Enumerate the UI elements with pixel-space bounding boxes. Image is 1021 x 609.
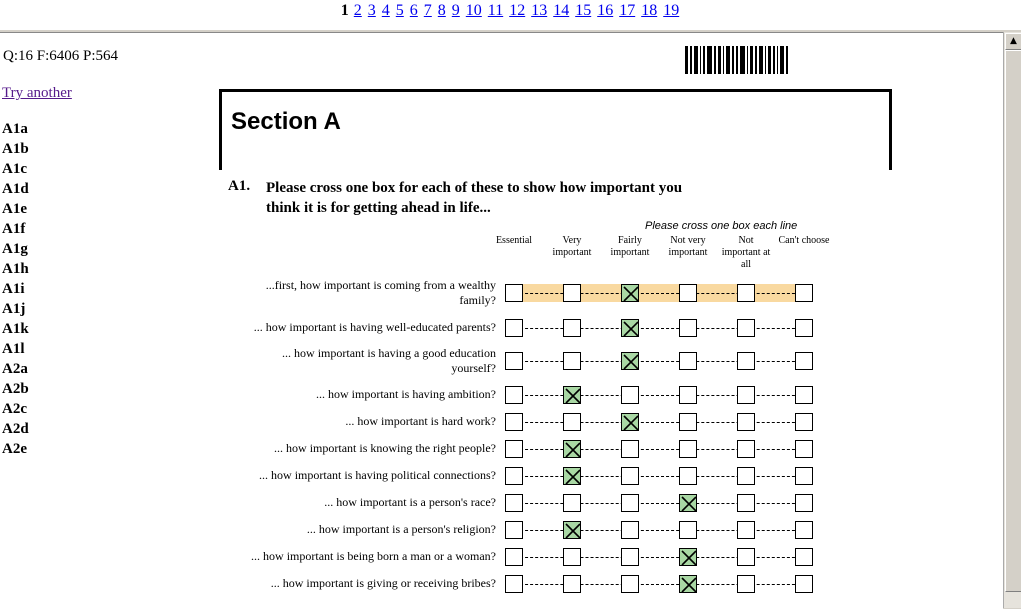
page-link-5[interactable]: 5: [395, 2, 404, 19]
column-header-text: Not very: [670, 235, 706, 246]
row-label-text: ... how important is giving or receiving bribes?: [270, 576, 496, 590]
row-guide-line: [515, 503, 805, 504]
question-list-item[interactable]: A1a: [2, 121, 28, 137]
column-header: [774, 235, 834, 247]
try-another-link[interactable]: Try another: [2, 85, 72, 101]
response-checkbox[interactable]: [505, 413, 523, 431]
column-header-text: all: [741, 259, 751, 270]
page-link-6[interactable]: 6: [409, 2, 418, 19]
column-header-text: Very: [562, 235, 582, 246]
response-checkbox[interactable]: [563, 352, 581, 370]
cross-mark-icon: [622, 320, 640, 338]
response-checkbox[interactable]: [505, 319, 523, 337]
cross-mark-icon: [564, 441, 582, 459]
question-list-item[interactable]: A2c: [2, 401, 27, 417]
cross-mark-icon: [564, 468, 582, 486]
row-guide-line: [515, 584, 805, 585]
response-checkbox[interactable]: [679, 386, 697, 404]
question-list-item[interactable]: A2a: [2, 361, 28, 377]
row-label: [180, 576, 496, 591]
cross-mark-icon: [564, 387, 582, 405]
column-header-text: important at: [721, 247, 771, 258]
response-checkbox[interactable]: [621, 413, 639, 431]
response-checkbox[interactable]: [795, 548, 813, 566]
response-checkbox[interactable]: [505, 521, 523, 539]
response-checkbox[interactable]: [679, 284, 697, 302]
response-checkbox[interactable]: [563, 319, 581, 337]
response-checkbox[interactable]: [795, 413, 813, 431]
response-checkbox[interactable]: [505, 284, 523, 302]
response-checkbox[interactable]: [679, 548, 697, 566]
form-meta-info: Q:16 F:6406 P:564: [3, 48, 119, 64]
response-checkbox[interactable]: [737, 548, 755, 566]
cross-mark-icon: [680, 576, 698, 594]
cross-mark-icon: [622, 285, 640, 303]
row-guide-line: [515, 476, 805, 477]
barcode-image: [685, 46, 788, 74]
cross-mark-icon: [680, 549, 698, 567]
response-checkbox[interactable]: [621, 548, 639, 566]
response-checkbox[interactable]: [737, 413, 755, 431]
response-checkbox[interactable]: [795, 386, 813, 404]
response-checkbox[interactable]: [737, 494, 755, 512]
section-title: Section A: [231, 108, 341, 135]
section-header-box: [219, 89, 892, 170]
question-list-item[interactable]: A1d: [2, 181, 29, 197]
row-label-text: ... how important is having political connections?: [259, 468, 496, 482]
current-page-number: 1: [340, 2, 349, 19]
row-guide-line: [515, 361, 805, 362]
row-label-text: ... how important is being born a man or a woman?: [251, 549, 496, 563]
question-list-item[interactable]: A1g: [2, 241, 28, 257]
column-header: [716, 235, 776, 271]
response-checkbox[interactable]: [737, 319, 755, 337]
question-list-item[interactable]: A2d: [2, 421, 29, 437]
row-label-text: ... how important is having ambition?: [316, 387, 496, 401]
page-link-3[interactable]: 3: [367, 2, 376, 19]
response-checkbox[interactable]: [621, 575, 639, 593]
column-header: [600, 235, 660, 259]
column-header-text: important: [668, 247, 708, 258]
instruction-text: Please cross one box each line: [645, 220, 798, 232]
question-list-item[interactable]: A1j: [2, 301, 26, 317]
response-checkbox[interactable]: [505, 440, 523, 458]
response-checkbox[interactable]: [505, 548, 523, 566]
page-link-4[interactable]: 4: [381, 2, 390, 19]
page-link-10[interactable]: 10: [465, 2, 482, 19]
question-list-item[interactable]: A1l: [2, 341, 25, 357]
row-label-text: ...first, how important is coming from a wealthy: [265, 278, 496, 292]
response-checkbox[interactable]: [737, 440, 755, 458]
page-link-18[interactable]: 18: [641, 2, 658, 19]
cross-mark-icon: [622, 353, 640, 371]
row-guide-line: [515, 530, 805, 531]
response-checkbox[interactable]: [563, 413, 581, 431]
response-checkbox[interactable]: [505, 386, 523, 404]
response-checkbox[interactable]: [563, 575, 581, 593]
row-guide-line: [515, 328, 805, 329]
scrollbar-thumb[interactable]: [1005, 50, 1021, 592]
column-header-text: Not: [738, 235, 754, 246]
row-label: [180, 495, 496, 510]
response-checkbox[interactable]: [505, 494, 523, 512]
page-link-13[interactable]: 13: [531, 2, 548, 19]
row-label: [180, 414, 496, 429]
question-number: A1.: [228, 178, 251, 194]
response-checkbox[interactable]: [679, 467, 697, 485]
question-list-item[interactable]: A2b: [2, 381, 29, 397]
row-guide-line: [515, 422, 805, 423]
column-header: [484, 235, 544, 247]
page-link-2[interactable]: 2: [353, 2, 362, 19]
page-link-17[interactable]: 17: [619, 2, 636, 19]
page-link-9[interactable]: 9: [451, 2, 460, 19]
question-list-item[interactable]: A1b: [2, 141, 29, 157]
column-header-text: important: [610, 247, 650, 258]
response-checkbox[interactable]: [505, 575, 523, 593]
response-checkbox[interactable]: [563, 440, 581, 458]
row-label: [180, 278, 496, 308]
response-checkbox[interactable]: [505, 352, 523, 370]
question-text-line-1: Please cross one box for each of these to show how important you: [266, 180, 683, 196]
question-text-line-2: think it is for getting ahead in life...: [266, 200, 491, 216]
page-link-14[interactable]: 14: [553, 2, 570, 19]
page-link-16[interactable]: 16: [597, 2, 614, 19]
response-checkbox[interactable]: [679, 575, 697, 593]
response-checkbox[interactable]: [737, 575, 755, 593]
response-checkbox[interactable]: [563, 548, 581, 566]
column-header-text: Can't choose: [778, 235, 830, 246]
response-checkbox[interactable]: [679, 440, 697, 458]
response-checkbox[interactable]: [737, 284, 755, 302]
page-link-7[interactable]: 7: [423, 2, 432, 19]
response-checkbox[interactable]: [795, 284, 813, 302]
response-checkbox[interactable]: [795, 521, 813, 539]
row-label: [180, 346, 496, 376]
response-checkbox[interactable]: [679, 494, 697, 512]
response-checkbox[interactable]: [621, 386, 639, 404]
row-label-text: ... how important is a person's race?: [324, 495, 496, 509]
row-label-text: ... how important is having well-educated parents?: [253, 320, 496, 334]
column-header: [658, 235, 718, 259]
question-list-item[interactable]: A2e: [2, 441, 27, 457]
response-checkbox[interactable]: [737, 386, 755, 404]
response-checkbox[interactable]: [621, 521, 639, 539]
question-list-item[interactable]: A1c: [2, 161, 27, 177]
page-link-19[interactable]: 19: [663, 2, 680, 19]
column-header: [542, 235, 602, 259]
response-checkbox[interactable]: [679, 319, 697, 337]
row-label-text: ... how important is hard work?: [345, 414, 496, 428]
scroll-up-arrow-icon[interactable]: ▲: [1005, 33, 1021, 50]
row-label-text: ... how important is having a good education: [282, 346, 496, 360]
response-checkbox[interactable]: [795, 575, 813, 593]
row-label: [180, 522, 496, 537]
cross-mark-icon: [622, 414, 640, 432]
response-checkbox[interactable]: [795, 494, 813, 512]
question-list-item[interactable]: A1h: [2, 261, 29, 277]
page-link-11[interactable]: 11: [487, 2, 504, 19]
response-checkbox[interactable]: [621, 494, 639, 512]
response-checkbox[interactable]: [737, 467, 755, 485]
response-checkbox[interactable]: [795, 352, 813, 370]
question-text: [266, 178, 746, 218]
row-label: [180, 441, 496, 456]
row-label-text: yourself?: [451, 361, 496, 375]
row-guide-line: [515, 395, 805, 396]
question-list-item[interactable]: A1e: [2, 201, 27, 217]
response-checkbox[interactable]: [563, 467, 581, 485]
row-label: [180, 387, 496, 402]
page-link-12[interactable]: 12: [509, 2, 526, 19]
question-list: [2, 119, 29, 459]
response-checkbox[interactable]: [563, 521, 581, 539]
page-link-8[interactable]: 8: [437, 2, 446, 19]
column-header-text: important: [552, 247, 592, 258]
document-viewport: [0, 32, 1003, 609]
cross-mark-icon: [564, 522, 582, 540]
column-header-text: Essential: [495, 235, 533, 246]
row-label: [180, 549, 496, 564]
response-checkbox[interactable]: [621, 319, 639, 337]
row-guide-line: [515, 449, 805, 450]
response-checkbox[interactable]: [795, 440, 813, 458]
question-list-item[interactable]: A1f: [2, 221, 26, 237]
response-checkbox[interactable]: [621, 467, 639, 485]
row-label-text: family?: [459, 293, 496, 307]
response-checkbox[interactable]: [563, 494, 581, 512]
cross-mark-icon: [680, 495, 698, 513]
question-list-item[interactable]: A1i: [2, 281, 25, 297]
response-checkbox[interactable]: [563, 284, 581, 302]
response-checkbox[interactable]: [737, 352, 755, 370]
row-label-text: ... how important is knowing the right people?: [274, 441, 496, 455]
page-link-15[interactable]: 15: [575, 2, 592, 19]
question-list-item[interactable]: A1k: [2, 321, 29, 337]
response-checkbox[interactable]: [795, 319, 813, 337]
response-checkbox[interactable]: [563, 386, 581, 404]
response-checkbox[interactable]: [737, 521, 755, 539]
response-checkbox[interactable]: [795, 467, 813, 485]
page-navigation: [0, 0, 1021, 30]
response-checkbox[interactable]: [621, 284, 639, 302]
response-checkbox[interactable]: [679, 413, 697, 431]
response-checkbox[interactable]: [621, 440, 639, 458]
response-checkbox[interactable]: [679, 352, 697, 370]
row-guide-line: [515, 293, 805, 294]
vertical-scrollbar[interactable]: [1003, 32, 1021, 608]
response-checkbox[interactable]: [679, 521, 697, 539]
row-guide-line: [515, 557, 805, 558]
row-label-text: ... how important is a person's religion?: [306, 522, 496, 536]
row-label: [180, 320, 496, 335]
response-checkbox[interactable]: [505, 467, 523, 485]
row-label: [180, 468, 496, 483]
column-header-text: Fairly: [618, 235, 642, 246]
response-checkbox[interactable]: [621, 352, 639, 370]
